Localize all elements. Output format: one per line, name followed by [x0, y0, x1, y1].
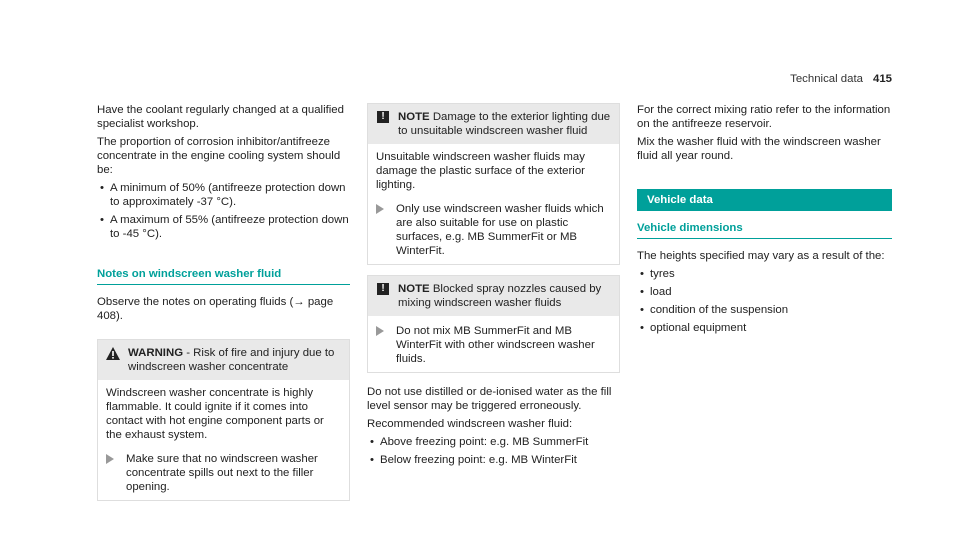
recommended-fluid-list: [367, 435, 620, 467]
warning-label: WARNING: [128, 347, 184, 359]
warning-body: [98, 380, 349, 500]
note-step: [376, 196, 611, 258]
note-step-text: Only use windscreen washer fluids which are also suitable for use on plastic surfaces, e.g. MB SummerFit or MB WinterFit.: [396, 203, 604, 257]
mixing-ratio-paragraph: For the correct mixing ratio refer to the information on the antifreeze reservoir.: [637, 104, 891, 130]
antifreeze-list: [97, 181, 350, 241]
notice-icon: !: [376, 110, 390, 124]
note-label: NOTE: [398, 283, 430, 295]
warning-step: [106, 446, 341, 494]
distilled-water-paragraph: Do not use distilled or de-ionised water as the fill level sensor may be triggered erroneously.: [367, 386, 612, 412]
list-item: • A minimum of 50% (antifreeze protection down to approximately -37 °C).: [97, 181, 350, 209]
warning-triangle-icon: [106, 346, 120, 360]
warning-box: [97, 339, 350, 501]
list-item: • Below freezing point: e.g. MB WinterFit: [367, 453, 620, 467]
note-title: [398, 282, 611, 310]
note-label: NOTE: [398, 111, 430, 123]
list-item: • tyres: [637, 267, 892, 281]
note-header: [368, 104, 619, 144]
warning-title-text: - Risk of fire and injury due to windscreen washer concentrate: [128, 347, 335, 373]
column-3: [637, 103, 892, 339]
play-arrow-icon: [106, 452, 116, 494]
note-step-text: Do not mix MB SummerFit and MB WinterFit with other windscreen washer fluids.: [396, 325, 595, 365]
note-step: [376, 322, 611, 366]
section-bar-vehicle-data: Vehicle data: [637, 189, 892, 211]
warning-title: [128, 346, 341, 374]
note-body: [368, 144, 619, 264]
recommended-fluid-paragraph: Recommended windscreen washer fluid:: [367, 418, 573, 430]
list-item: • load: [637, 285, 892, 299]
proportion-paragraph: The proportion of corrosion inhibitor/antifreeze concentrate in the engine cooling system should be:: [97, 136, 341, 176]
warning-step-text: Make sure that no windscreen washer concentrate spills out next to the filler opening.: [126, 453, 318, 493]
note-box-nozzles: [367, 275, 620, 373]
page-number: 415: [872, 73, 892, 85]
note-title: [398, 110, 611, 138]
warning-text: Windscreen washer concentrate is highly flammable. It could ignite if it comes into contact with hot engine component parts or the exhaust system.: [106, 387, 324, 441]
warning-header: [98, 340, 349, 380]
list-item: • A maximum of 55% (antifreeze protection down to -45 °C).: [97, 213, 350, 241]
play-arrow-icon: [376, 324, 386, 366]
column-2: [367, 103, 620, 471]
play-arrow-icon: [376, 202, 386, 258]
mix-year-round-paragraph: Mix the washer fluid with the windscreen washer fluid all year round.: [637, 136, 881, 162]
column-1: [97, 103, 350, 501]
list-item: • condition of the suspension: [637, 303, 892, 317]
page-header: [790, 72, 892, 86]
heights-paragraph: The heights specified may vary as a result of the:: [637, 250, 885, 262]
heights-factors-list: [637, 267, 892, 335]
list-item: • optional equipment: [637, 321, 892, 335]
note-title-text: Damage to the exterior lighting due to unsuitable windscreen washer fluid: [398, 111, 611, 137]
note-header: [368, 276, 619, 316]
note-box-lighting: [367, 103, 620, 265]
observe-notes-paragraph: Observe the notes on operating fluids (→ page 408).: [97, 296, 334, 322]
note-title-text: Blocked spray nozzles caused by mixing windscreen washer fluids: [398, 283, 602, 309]
section-title: Technical data: [790, 73, 863, 85]
note-text: Unsuitable windscreen washer fluids may damage the plastic surface of the exterior lighting.: [376, 151, 585, 191]
list-item: • Above freezing point: e.g. MB SummerFit: [367, 435, 620, 449]
coolant-paragraph: Have the coolant regularly changed at a qualified specialist workshop.: [97, 104, 344, 130]
notice-icon: !: [376, 282, 390, 296]
vehicle-dimensions-heading: Vehicle dimensions: [637, 221, 892, 239]
note-body: [368, 316, 619, 372]
washer-fluid-heading: Notes on windscreen washer fluid: [97, 267, 350, 285]
